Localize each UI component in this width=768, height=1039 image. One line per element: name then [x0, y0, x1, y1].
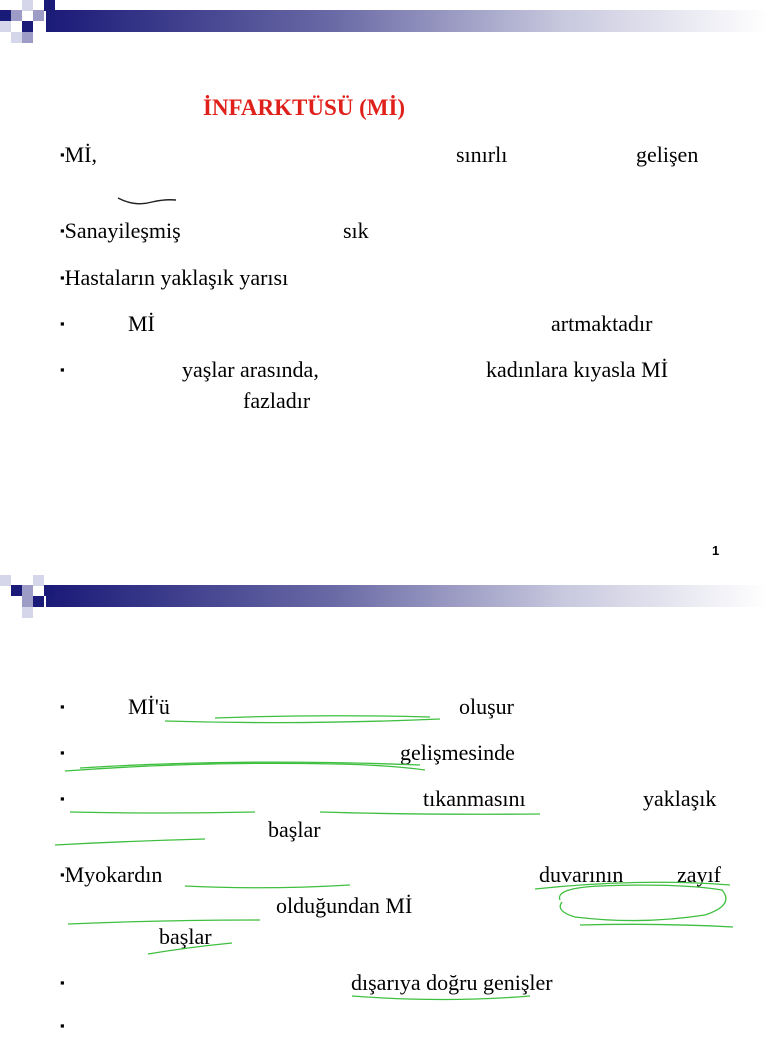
header-square — [0, 575, 11, 586]
bullet-marker: ▪ — [60, 223, 65, 238]
ink-stroke — [185, 885, 350, 888]
line-text: başlar — [268, 817, 321, 842]
bullet-marker: ▪ — [60, 1018, 65, 1033]
bullet-marker: ▪ — [60, 867, 65, 882]
line-text: Mİ, — [64, 142, 97, 167]
ink-stroke — [165, 719, 440, 723]
ink-stroke — [70, 812, 255, 813]
slide-header-decoration — [0, 575, 768, 625]
ink-stroke — [80, 762, 420, 768]
line-text: başlar — [159, 924, 212, 949]
header-square — [22, 585, 33, 596]
header-square — [22, 21, 33, 32]
header-square — [11, 10, 22, 21]
header-square — [33, 10, 44, 21]
bullet-marker: ▪ — [60, 975, 65, 990]
ink-stroke — [580, 924, 733, 927]
bullet-marker: ▪ — [60, 362, 65, 377]
line-text: sık — [343, 218, 369, 243]
header-square — [33, 575, 44, 586]
header-square — [44, 0, 55, 11]
slide-2 — [0, 575, 768, 1033]
ink-stroke — [55, 839, 205, 845]
header-square — [0, 21, 11, 32]
line-text: tıkanmasını — [423, 786, 526, 811]
ink-stroke — [320, 812, 540, 814]
header-square — [0, 10, 11, 21]
header-gradient-band — [46, 585, 768, 607]
header-square — [11, 585, 22, 596]
header-square — [22, 607, 33, 618]
header-square — [11, 32, 22, 43]
header-square — [22, 0, 33, 11]
slide-header-decoration — [0, 0, 768, 50]
line-text: fazladır — [243, 388, 311, 413]
bullet-marker: ▪ — [60, 745, 65, 760]
bullet-line-1 — [60, 694, 65, 720]
bullet-line-4 — [60, 311, 65, 337]
line-text: Mİ — [128, 311, 155, 336]
line-text: yaşlar arasında, — [182, 357, 319, 382]
ink-stroke — [560, 885, 726, 920]
ink-stroke — [215, 716, 430, 718]
slide-title: İNFARKTÜSÜ (Mİ) — [203, 95, 406, 120]
bullet-line-5 — [60, 357, 65, 383]
line-text: gelişen — [636, 142, 699, 167]
header-square — [22, 32, 33, 43]
green-ink-strokes — [55, 716, 733, 1000]
bullet-marker: ▪ — [60, 316, 65, 331]
line-text: olduğundan Mİ — [276, 893, 413, 918]
header-square — [33, 596, 44, 607]
line-text: Mİ'ü — [128, 694, 170, 719]
bullet-marker: ▪ — [60, 791, 65, 806]
line-text: Hastaların yaklaşık yarısı — [64, 265, 289, 290]
bullet-line-3 — [60, 265, 288, 291]
bullet-marker: ▪ — [60, 699, 65, 714]
bullet-line-2 — [60, 740, 65, 766]
line-text: duvarının — [539, 862, 624, 887]
bullet-line-2 — [60, 218, 181, 244]
line-text: zayıf — [677, 862, 721, 887]
header-gradient-band — [46, 10, 768, 32]
bullet-line-6-partial — [60, 1013, 65, 1039]
line-text: yaklaşık — [643, 786, 717, 811]
line-text: Myokardın — [64, 862, 163, 887]
header-square — [44, 585, 55, 596]
header-square — [22, 596, 33, 607]
bullet-line-5 — [60, 970, 65, 996]
line-text: Sanayileşmiş — [64, 218, 181, 243]
ink-stroke — [65, 763, 425, 771]
line-text: oluşur — [459, 694, 514, 719]
bullet-marker: ▪ — [60, 270, 65, 285]
line-text: artmaktadır — [551, 311, 653, 336]
ink-stroke — [118, 198, 176, 204]
bullet-line-1 — [60, 142, 97, 168]
bullet-line-4 — [60, 862, 162, 888]
line-text: kadınlara kıyasla Mİ — [486, 357, 669, 382]
bullet-line-3 — [60, 786, 65, 812]
page-number: 1 — [712, 543, 720, 558]
line-text: gelişmesinde — [400, 740, 515, 765]
bullet-marker: ▪ — [60, 147, 65, 162]
line-text: sınırlı — [456, 142, 508, 167]
line-text: dışarıya doğru genişler — [351, 970, 553, 995]
ink-stroke — [352, 996, 530, 1000]
